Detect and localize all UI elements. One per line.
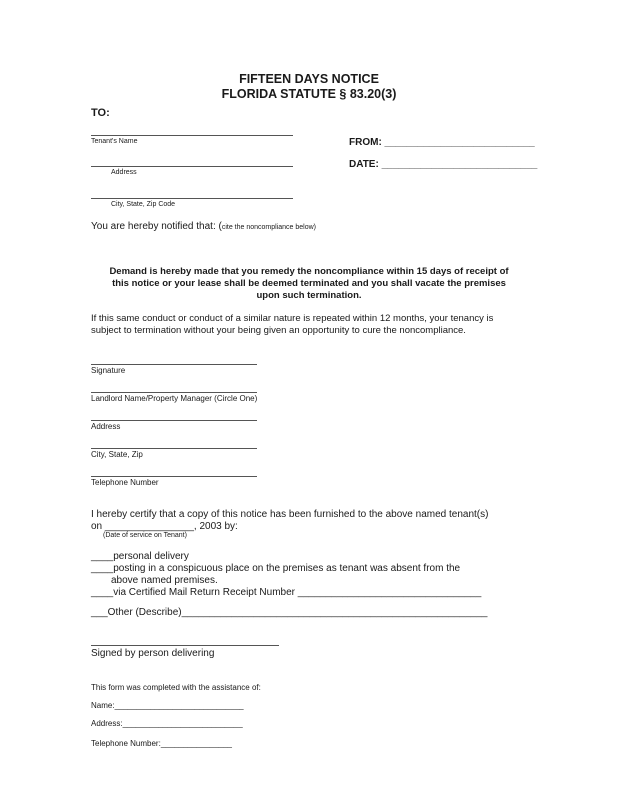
- repeat-line-1: If this same conduct or conduct of a similar nature is repeated within 12 months, your tenancy is: [91, 313, 494, 324]
- option-posting: ____posting in a conspicuous place on the premises as tenant was absent from the: [91, 563, 461, 574]
- repeat-line-2: subject to termination without your being given an opportunity to cure the noncompliance.: [91, 325, 466, 336]
- date-field: DATE: ____________________________: [349, 159, 538, 170]
- landlord-phone-label: Telephone Number: [91, 478, 159, 487]
- option-posting-cont: above named premises.: [111, 575, 218, 586]
- demand-line-2: this notice or your lease shall be deemed terminated and you shall vacate the premises: [112, 278, 506, 289]
- tenant-address-line: [91, 166, 293, 167]
- tenant-name-line: [91, 135, 293, 136]
- delivery-signature-line: [91, 645, 279, 646]
- notice-title: FIFTEEN DAYS NOTICE: [239, 72, 379, 86]
- option-other: ___Other (Describe)_______________________________________________________: [91, 607, 488, 618]
- landlord-name-label: Landlord Name/Property Manager (Circle One): [91, 394, 258, 403]
- notified-note: cite the noncompliance below): [221, 224, 317, 231]
- signed-by-label: Signed by person delivering: [91, 648, 215, 659]
- demand-line-3: upon such termination.: [256, 290, 362, 301]
- tenant-name-label: Tenant's Name: [91, 138, 138, 145]
- option-certified-mail: ____via Certified Mail Return Receipt Number _________________________________: [91, 587, 482, 598]
- assistance-phone: Telephone Number:________________: [91, 739, 233, 748]
- landlord-city-line: [91, 448, 257, 449]
- assistance-address: Address:___________________________: [91, 719, 243, 728]
- demand-line-1: Demand is hereby made that you remedy the noncompliance within 15 days of receipt of: [109, 266, 509, 277]
- notified-text: You are hereby notified that: (: [91, 221, 222, 232]
- landlord-city-label: City, State, Zip: [91, 450, 143, 459]
- certify-line-1: I hereby certify that a copy of this notice has been furnished to the above named tenant(s): [91, 509, 489, 520]
- assistance-name: Name:_____________________________: [91, 701, 244, 710]
- landlord-phone-line: [91, 476, 257, 477]
- signature-line: [91, 364, 257, 365]
- landlord-name-line: [91, 392, 257, 393]
- service-date-note: (Date of service on Tenant): [103, 532, 187, 539]
- tenant-address-label: Address: [111, 169, 137, 176]
- notified-statement: [91, 221, 316, 232]
- tenant-city-label: City, State, Zip Code: [111, 201, 176, 208]
- option-personal-delivery: ____personal delivery: [91, 551, 189, 562]
- statute-subtitle: FLORIDA STATUTE § 83.20(3): [221, 87, 397, 101]
- signature-label: Signature: [91, 366, 126, 375]
- tenant-city-line: [91, 198, 293, 199]
- from-field: FROM: ___________________________: [349, 137, 535, 148]
- to-label: TO:: [91, 107, 110, 119]
- landlord-address-label: Address: [91, 422, 121, 431]
- assistance-intro: This form was completed with the assistance of:: [91, 683, 261, 692]
- landlord-address-line: [91, 420, 257, 421]
- certify-line-2: on ________________, 2003 by:: [91, 521, 238, 532]
